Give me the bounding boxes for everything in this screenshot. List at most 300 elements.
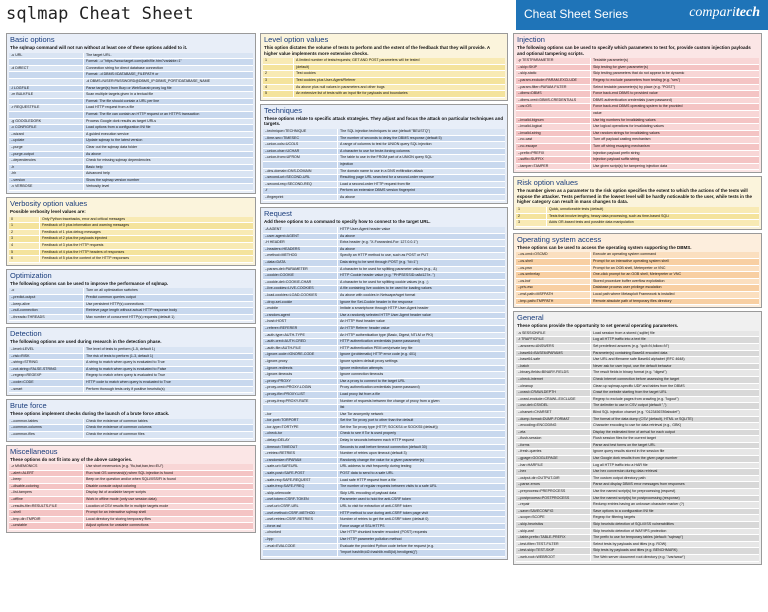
option-name: --os-pwn <box>516 266 590 272</box>
table-row <box>263 497 505 504</box>
option-description: Use a randomly selected HTTP User-Agent header value <box>337 313 505 319</box>
table-row <box>9 517 253 524</box>
section-header <box>514 234 761 253</box>
option-name: --tor-type=TORTYPE <box>263 425 337 431</box>
option-description: The domain name to use in a DNS exfiltration attack <box>337 169 505 175</box>
option-table <box>7 288 255 323</box>
table-row <box>516 157 759 164</box>
option-name: --tor-port=TORPORT <box>263 418 337 424</box>
table-row <box>9 360 253 367</box>
section-os-access <box>513 233 762 308</box>
option-description: Prompt for an OOB shell, Meterpreter or VNC <box>590 266 759 272</box>
option-description: The level of tests to perform (1-5, default 1) <box>83 347 253 353</box>
option-description: Turn off string escaping mechanism <box>590 144 759 150</box>
option-table <box>514 58 761 172</box>
option-name: --skip=SKIP <box>516 65 590 71</box>
table-row <box>516 279 759 286</box>
option-name: 1 <box>9 223 39 229</box>
table-row <box>9 373 253 380</box>
table-row <box>516 351 759 358</box>
option-name: --base64-safe <box>516 357 590 363</box>
table-row <box>516 436 759 443</box>
option-name: --ignore-code=IGNORE-CODE <box>263 352 337 358</box>
option-description: An HTTP Referer header value <box>337 326 505 332</box>
option-description: Never ask for user input, use the default behavior <box>590 364 759 370</box>
option-description: Test cookies <box>293 71 505 77</box>
table-row <box>9 256 253 263</box>
option-description: Work in offline mode (only use session data) <box>83 497 253 503</box>
option-description: Only Python tracebacks, error and critical messages <box>39 217 253 223</box>
table-row <box>263 451 505 458</box>
option-description: Specify an HTTP method to use, such as POST or PUT <box>337 253 505 259</box>
option-description: Log all HTTP traffic into a HAR file <box>590 463 759 469</box>
option-description: Predict common queries output <box>83 295 253 301</box>
option-description: Regexp to exclude pages from crawling (e.g. "logout") <box>590 397 759 403</box>
section-title: Basic options <box>10 35 55 44</box>
section-techniques <box>260 104 508 205</box>
option-description: Perform thorough tests only if positive heuristic(s) <box>83 387 253 393</box>
option-description: Format: -d DBMS://DATABASE_FILEPATH or <box>83 72 253 78</box>
option-name: --batch <box>516 364 590 370</box>
option-description: Adds OR-based tests and possible data manipulation <box>546 220 759 226</box>
option-table <box>514 252 761 307</box>
table-row <box>263 372 505 379</box>
option-name: --union-char=UCHAR <box>263 149 337 155</box>
option-name: --eta <box>516 430 590 436</box>
option-description: Regexp to match when query is evaluated to True <box>83 373 253 379</box>
table-row <box>9 464 253 471</box>
option-name: -m BULKFILE <box>9 92 83 98</box>
option-name: --csv-del=CSVDEL <box>516 403 590 409</box>
option-description: Use a proxy to connect to the target URL <box>337 379 505 385</box>
option-description: list <box>337 405 505 411</box>
option-description: Load safe HTTP request from a file <box>337 478 505 484</box>
option-description: Injection payload prefix string <box>590 151 759 157</box>
table-row <box>263 431 505 438</box>
table-row <box>9 165 253 172</box>
table-row <box>263 300 505 307</box>
table-row <box>263 412 505 419</box>
option-description: Character encoding to use for data retrieval (e.g., GBK) <box>590 423 759 429</box>
option-description: Use random strings for invalidating values <box>590 131 759 137</box>
table-row <box>516 542 759 549</box>
option-description: Check Internet connection before assessing the target <box>590 377 759 383</box>
option-name: --threads=THREADS <box>9 315 83 321</box>
option-description: POST data to send to a safe URL <box>337 471 505 477</box>
table-row <box>263 352 505 359</box>
table-row <box>9 354 253 361</box>
option-description: Use logical operations for invalidating values <box>590 124 759 130</box>
option-description: The SQL injection techniques to use (default "BEUSTQ") <box>337 129 505 135</box>
table-row <box>516 357 759 364</box>
option-description: Feedback of 5 plus the content of the HTTP responses <box>39 256 253 262</box>
option-name: --string=STRING <box>9 360 83 366</box>
section-title: General <box>517 313 544 323</box>
option-name: --purge <box>9 145 83 151</box>
table-row <box>263 313 505 320</box>
option-name: --crawl=CRAWLDEPTH <box>516 390 590 396</box>
table-row <box>516 555 759 562</box>
option-description: The risk of tests to perform (1-3, default 1) <box>83 354 253 360</box>
option-name: --auth-type=AUTH-TYPE <box>263 333 337 339</box>
option-description: Data string to be sent through POST (e.g. "id=1") <box>337 260 505 266</box>
option-name: 3 <box>9 236 39 242</box>
section-title: Risk option values <box>517 178 578 188</box>
option-name: --tmp-path=TMPPATH <box>516 299 590 305</box>
table-row <box>263 392 505 399</box>
option-description: Flush session files for the current target <box>590 436 759 442</box>
option-name: --table-prefix=TABLE-PREFIX <box>516 535 590 541</box>
option-name: --smart <box>9 387 83 393</box>
table-row <box>263 286 505 293</box>
table-row <box>516 65 759 72</box>
option-description: Quick, unnoticeable tests (default) <box>546 207 759 213</box>
option-description: Execute an operating system command <box>590 252 759 258</box>
option-name: --postprocess=POSTPROCESS <box>516 496 590 502</box>
table-row <box>9 79 253 86</box>
option-name: --test-filter=TEST-FILTER <box>516 542 590 548</box>
table-row <box>263 530 505 537</box>
table-row <box>9 105 253 112</box>
option-description: Use hex conversion during data retrieval <box>590 469 759 475</box>
table-row <box>263 71 505 78</box>
option-name: --prefix=PREFIX <box>516 151 590 157</box>
table-row <box>9 490 253 497</box>
table-row <box>9 295 253 302</box>
table-row <box>516 71 759 78</box>
option-description: Update sqlmap to the latest version <box>83 138 253 144</box>
option-name <box>263 162 337 168</box>
table-row <box>9 184 253 191</box>
option-name: --wizard <box>9 132 83 138</box>
option-name: --safe-url=SAFEURL <box>263 464 337 470</box>
option-name: --tamper=TAMPER <box>516 164 590 170</box>
table-row <box>516 417 759 424</box>
table-row <box>516 548 759 555</box>
option-name: --save=SAVECONFIG <box>516 509 590 515</box>
option-description: Advanced help <box>83 171 253 177</box>
option-description: A guided execution service <box>83 132 253 138</box>
option-name: --purge-output <box>9 152 83 158</box>
table-row <box>263 142 505 149</box>
option-name <box>263 550 337 556</box>
option-name: --dbms=DBMS <box>516 91 590 97</box>
table-row <box>263 227 505 234</box>
option-description: Load options from a configuration INI file <box>83 125 253 131</box>
option-name: --os-smbrelay <box>516 272 590 278</box>
option-name: 2 <box>9 230 39 236</box>
option-name: --msf-path=MSFPATH <box>516 292 590 298</box>
table-row <box>9 387 253 394</box>
series-banner <box>516 0 768 30</box>
option-description: Scan multiple targets given in a textual file <box>83 92 253 98</box>
option-name: --union-cols=UCOLS <box>263 142 337 148</box>
option-name: --level=LEVEL <box>9 347 83 353</box>
table-row <box>9 125 253 132</box>
option-description: Connection string for direct database connection <box>83 66 253 72</box>
option-description: Local directory for storing temporary files <box>83 517 253 523</box>
option-name: --update <box>9 138 83 144</box>
option-description: Ignore redirection attempts <box>337 366 505 372</box>
option-name: --param-del=PARAMETER <box>263 267 337 273</box>
option-name: --keep-alive <box>9 302 83 308</box>
option-name <box>9 72 83 78</box>
option-description: Use given script(s) for tampering injection data <box>590 164 759 170</box>
option-name: --parse-errors <box>516 482 590 488</box>
option-description: Parse and test forms on the target URL <box>590 443 759 449</box>
table-row <box>516 337 759 344</box>
option-description: Skip testing parameters that do not appear to be dynamic <box>590 71 759 77</box>
option-description: Feedback of 2 plus the payloads injected <box>39 236 253 242</box>
table-row <box>516 410 759 417</box>
option-table <box>261 129 507 204</box>
option-description: The delimiter to use in CSV output (default ",") <box>590 403 759 409</box>
section-header <box>514 34 761 58</box>
option-name: -H HEADER <box>263 240 337 246</box>
section-header <box>514 177 761 207</box>
table-row <box>9 66 253 73</box>
table-row <box>263 517 505 524</box>
option-description: Parameter(s) containing Base64 encoded data <box>590 351 759 357</box>
option-description: Prompt for an interactive sqlmap shell <box>83 510 253 516</box>
table-row <box>516 509 759 516</box>
option-name: --headers=HEADERS <box>263 247 337 253</box>
table-row <box>263 306 505 313</box>
column-middle <box>260 33 508 563</box>
option-description: Ignore the Set-Cookie header in the response <box>337 300 505 306</box>
option-description: Set predefined answers (e.g. "quit=N,follow=N") <box>590 344 759 350</box>
option-table <box>514 207 761 229</box>
table-row <box>263 260 505 267</box>
table-row <box>263 182 505 189</box>
option-name: --not-string=FALSE-STRING <box>9 367 83 373</box>
option-name: -hh <box>9 171 83 177</box>
table-row <box>9 419 253 426</box>
table-row <box>263 385 505 392</box>
option-name <box>9 99 83 105</box>
option-name: --alert=ALERT <box>9 471 83 477</box>
section-basic-options <box>6 33 256 194</box>
table-row <box>9 59 253 66</box>
option-description: Parse and display DBMS error messages from responses <box>590 482 759 488</box>
option-description: A character to use for brute-forcing columns <box>337 149 505 155</box>
table-row <box>516 144 759 151</box>
option-name: --cookie-del=COOKIE-CHAR <box>263 280 337 286</box>
option-name: --cleanup <box>516 384 590 390</box>
option-name: --skip-static <box>516 71 590 77</box>
table-row <box>9 243 253 250</box>
option-description: A character to be used for splitting parameter values (e.g., &) <box>337 267 505 273</box>
option-description: Use HTTP chunked transfer encoded (POST) requests <box>337 530 505 536</box>
option-name: -d DIRECT <box>9 66 83 72</box>
table-row <box>9 132 253 139</box>
option-name: --dependencies <box>9 158 83 164</box>
option-name: --common-files <box>9 432 83 438</box>
option-description: Regexp to exclude parameters from testing (e.g. "ses") <box>590 78 759 84</box>
option-name: --param-exclude=PARAM-EXCLUDE <box>516 78 590 84</box>
table-row <box>9 504 253 511</box>
option-description: DBMS authentication credentials (user:password) <box>590 98 759 104</box>
option-description: Use big numbers for invalidating values <box>590 118 759 124</box>
option-description: Check the existence of common tables <box>83 419 253 425</box>
option-description: Proxy authentication credentials (name:password) <box>337 385 505 391</box>
option-name: 1 <box>516 207 546 213</box>
option-name: 4 <box>9 243 39 249</box>
table-row <box>263 247 505 254</box>
section-title: Level option values <box>264 35 329 44</box>
table-row <box>263 78 505 85</box>
option-name: --proxy=PROXY <box>263 379 337 385</box>
option-description: Number of requests between the change of proxy from a given <box>337 399 505 405</box>
option-description: Turn on all optimization switches <box>83 288 253 294</box>
table-row <box>263 471 505 478</box>
option-description: Test cookies plus User-Agent/Referer <box>293 78 505 84</box>
option-name <box>516 111 590 117</box>
option-description: Clean up sqlmap-specific UDF and tables from the DBMS <box>590 384 759 390</box>
section-description: The sqlmap command will not run without at least one of these options added to it. <box>10 45 188 50</box>
option-name: --check-tor <box>263 431 337 437</box>
table-row <box>516 299 759 306</box>
option-name: -v VERBOSE <box>9 184 83 190</box>
table-row <box>263 484 505 491</box>
section-miscellaneous <box>6 445 256 534</box>
option-name: --auth-cred=AUTH-CRED <box>263 339 337 345</box>
option-description: Beep on the question and/or when SQLi/XSS/FI is found <box>83 477 253 483</box>
table-row <box>516 463 759 470</box>
option-description: Feedback of 4 plus the HTTP headers of responses <box>39 250 253 256</box>
table-row <box>516 272 759 279</box>
section-brute-force <box>6 399 256 441</box>
option-description: Retrieve page length without actual HTTP response body <box>83 308 253 314</box>
option-name: --forms <box>516 443 590 449</box>
column-left <box>6 33 256 536</box>
table-row <box>263 162 505 169</box>
table-row <box>516 377 759 384</box>
option-name: --randomize=RPARAM <box>263 458 337 464</box>
option-name: --chunked <box>263 530 337 536</box>
option-description: Basic help <box>83 165 253 171</box>
option-description: Adjust options for unstable connections <box>83 523 253 529</box>
option-description: "import hashlib;id2=hashlib.md5(id).hexdigest()") <box>337 550 505 556</box>
option-description: Save options to a configuration INI file <box>590 509 759 515</box>
section-description: Add these options to a command to specify how to connect to the target URL. <box>264 219 431 225</box>
option-name: --no-cast <box>516 137 590 143</box>
option-description: Evaluate the provided Python code before the request (e.g. <box>337 544 505 550</box>
table-row <box>516 482 759 489</box>
section-detection <box>6 327 256 396</box>
option-description: Skip tests by payloads and titles (e.g. BENCHMARK) <box>590 548 759 554</box>
option-name: 2 <box>516 214 546 220</box>
table-row <box>516 344 759 351</box>
table-row <box>9 99 253 106</box>
table-row <box>263 280 505 287</box>
option-name <box>9 79 83 85</box>
table-row <box>9 236 253 243</box>
option-name: --test-skip=TEST-SKIP <box>516 548 590 554</box>
table-row <box>263 85 505 92</box>
option-description: The prefix to use for temporary tables (default: "sqlmap") <box>590 535 759 541</box>
table-row <box>516 58 759 65</box>
option-description: Set the Tor proxy port to other than the default <box>337 418 505 424</box>
option-description: Turn off payload casting mechanism <box>590 137 759 143</box>
option-name: --os=OS <box>516 104 590 110</box>
section-description: Possible verbosity level values are: <box>10 209 86 215</box>
option-description: Regexp for filtering targets <box>590 515 759 521</box>
table-row <box>9 171 253 178</box>
option-description: As above <box>83 152 253 158</box>
table-row <box>263 399 505 406</box>
option-description: Skip heuristic detection of SQLi/XSS vulnerabilities <box>590 522 759 528</box>
option-name: --flush-session <box>516 436 590 442</box>
option-description: Check to see if Tor is used properly <box>337 431 505 437</box>
option-name: --no-escape <box>516 144 590 150</box>
option-description: Format: -u "https://www.target.com/path/file.htm?variable=1" <box>83 59 253 65</box>
option-table <box>7 53 255 193</box>
section-header <box>7 328 255 347</box>
table-row <box>9 138 253 145</box>
table-row <box>9 230 253 237</box>
table-row <box>9 92 253 99</box>
option-description: Use the named script(s) for preprocessing (request) <box>590 489 759 495</box>
option-description: Clear out the sqlmap data folder <box>83 145 253 151</box>
option-name: --offline <box>9 497 83 503</box>
table-row <box>516 384 759 391</box>
option-description: Local path where Metasploit Framework is installed <box>590 292 759 298</box>
option-name: 5 <box>263 91 293 97</box>
option-description: Feedback of 3 plus the HTTP requests <box>39 243 253 249</box>
option-description: As above plus null values in parameters and other bugs <box>293 85 505 91</box>
option-name: --code=CODE <box>9 380 83 386</box>
option-description: injection <box>337 162 505 168</box>
option-description: Use URL and filename safe Base64 alphabet (RFC 4648) <box>590 357 759 363</box>
option-name: --skip-heuristics <box>516 522 590 528</box>
section-verbosity <box>6 197 256 266</box>
option-name: --eval=EVALCODE <box>263 544 337 550</box>
option-name: -s SESSIONFILE <box>516 331 590 337</box>
option-description: Skip heuristic detection of WAF/IPS protection <box>590 529 759 535</box>
option-description: Skip URL encoding of payload data <box>337 491 505 497</box>
option-name: -A AGENT <box>263 227 337 233</box>
table-row <box>263 478 505 485</box>
option-name: --ignore-proxy <box>263 359 337 365</box>
section-header <box>261 34 507 58</box>
table-row <box>516 489 759 496</box>
option-description: The number of regular requests between visits to a safe URL <box>337 484 505 490</box>
option-description: Check the existence of common files <box>83 432 253 438</box>
option-description: Ignore query results stored in the session file <box>590 449 759 455</box>
option-description: A string to match when query is evaluated to False <box>83 367 253 373</box>
table-row <box>263 458 505 465</box>
option-name: --hex <box>516 469 590 475</box>
section-description: These options can be used to access the operating system supporting the DBMS. <box>517 244 692 250</box>
option-description: Perform an extensive DBMS version fingerprint <box>337 188 505 194</box>
option-description: Load proxy list from a file <box>337 392 505 398</box>
option-name: -t TRAFFICFILE <box>516 337 590 343</box>
option-description: Testable parameter(s) <box>590 58 759 64</box>
option-name: --binary-fields=BINARY-FIELDS <box>516 370 590 376</box>
option-name: --dump-format=DUMP-FORMAT <box>516 417 590 423</box>
table-row <box>516 252 759 259</box>
option-name: --null-connection <box>9 308 83 314</box>
table-row <box>263 438 505 445</box>
option-name: 3 <box>516 220 546 226</box>
option-name: --unstable <box>9 523 83 529</box>
page-title: sqlmap Cheat Sheet <box>6 4 194 24</box>
table-row <box>263 326 505 333</box>
table-row <box>516 85 759 92</box>
option-description: Display list of available tamper scripts <box>83 490 253 496</box>
option-name: --safe-freq=SAFE-FREQ <box>263 484 337 490</box>
